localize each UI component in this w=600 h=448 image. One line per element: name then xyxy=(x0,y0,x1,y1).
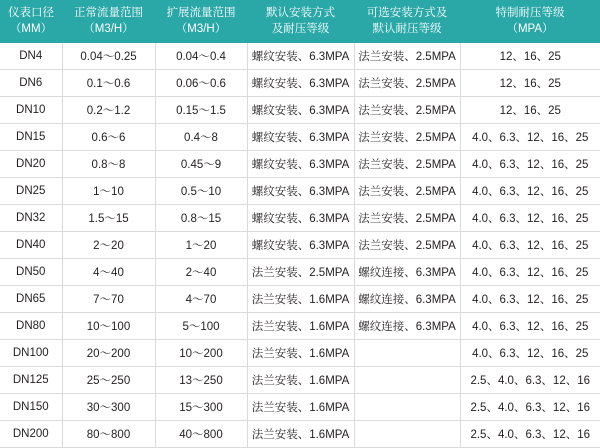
cell-normal-range: 1～10 xyxy=(62,178,155,205)
cell-default-install: 螺纹安装、6.3MPA xyxy=(247,178,354,205)
cell-optional-install: 法兰安装、2.5MPA xyxy=(354,205,460,232)
cell-caliber: DN25 xyxy=(0,178,62,205)
table-row xyxy=(0,232,600,259)
cell-extended-range: 2～40 xyxy=(155,259,247,286)
cell-extended-range: 0.4～8 xyxy=(155,124,247,151)
cell-caliber: DN100 xyxy=(0,340,62,367)
cell-caliber: DN4 xyxy=(0,43,62,70)
cell-special-pressure: 12、16、25 xyxy=(460,97,600,124)
column-header-normal-range xyxy=(62,0,155,43)
cell-special-pressure: 4.0、6.3、12、16、25 xyxy=(460,313,600,340)
cell-default-install: 螺纹安装、6.3MPA xyxy=(247,205,354,232)
cell-extended-range: 1～20 xyxy=(155,232,247,259)
cell-default-install: 螺纹安装、6.3MPA xyxy=(247,124,354,151)
column-header-special-pressure xyxy=(460,0,600,43)
column-header-special-pressure-line2: （MPA） xyxy=(506,22,554,35)
cell-default-install: 法兰安装、1.6MPA xyxy=(247,313,354,340)
cell-optional-install: 法兰安装、2.5MPA xyxy=(354,151,460,178)
cell-caliber: DN40 xyxy=(0,232,62,259)
cell-default-install: 法兰安装、1.6MPA xyxy=(247,286,354,313)
table-row xyxy=(0,340,600,367)
cell-extended-range: 0.8～15 xyxy=(155,205,247,232)
cell-special-pressure: 4.0、6.3、12、16、25 xyxy=(460,151,600,178)
table-row xyxy=(0,313,600,340)
cell-caliber: DN10 xyxy=(0,97,62,124)
table-header-row xyxy=(0,0,600,43)
column-header-optional-install xyxy=(354,0,460,43)
cell-normal-range: 0.1～0.6 xyxy=(62,70,155,97)
cell-normal-range: 0.8～8 xyxy=(62,151,155,178)
column-header-optional-install-line2: 默认耐压等级 xyxy=(372,22,442,35)
cell-optional-install: 法兰安装、2.5MPA xyxy=(354,97,460,124)
cell-default-install: 螺纹安装、6.3MPA xyxy=(247,43,354,70)
cell-caliber: DN50 xyxy=(0,259,62,286)
cell-extended-range: 5～100 xyxy=(155,313,247,340)
cell-special-pressure: 4.0、6.3、12、16、25 xyxy=(460,286,600,313)
cell-special-pressure: 12、16、25 xyxy=(460,70,600,97)
cell-normal-range: 1.5～15 xyxy=(62,205,155,232)
column-header-caliber xyxy=(0,0,62,43)
cell-extended-range: 13～250 xyxy=(155,367,247,394)
cell-extended-range: 4～70 xyxy=(155,286,247,313)
column-header-special-pressure-line1: 特制耐压等级 xyxy=(495,7,565,19)
column-header-caliber-line2: （MM） xyxy=(9,22,53,35)
cell-normal-range: 7～70 xyxy=(62,286,155,313)
cell-caliber: DN80 xyxy=(0,313,62,340)
cell-optional-install xyxy=(354,367,460,394)
cell-extended-range: 15～300 xyxy=(155,394,247,421)
cell-special-pressure: 4.0、6.3、12、16、25 xyxy=(460,124,600,151)
table-row xyxy=(0,70,600,97)
cell-optional-install xyxy=(354,340,460,367)
cell-optional-install: 螺纹连接、6.3MPA xyxy=(354,259,460,286)
column-header-normal-range-line2: （M3/H） xyxy=(83,22,134,35)
cell-caliber: DN15 xyxy=(0,124,62,151)
cell-caliber: DN6 xyxy=(0,70,62,97)
cell-special-pressure: 4.0、6.3、12、16、25 xyxy=(460,340,600,367)
cell-normal-range: 30～300 xyxy=(62,394,155,421)
cell-normal-range: 2～20 xyxy=(62,232,155,259)
cell-normal-range: 25～250 xyxy=(62,367,155,394)
column-header-caliber-line1: 仪表口径 xyxy=(8,7,54,19)
table-row xyxy=(0,97,600,124)
cell-special-pressure: 4.0、6.3、12、16、25 xyxy=(460,178,600,205)
cell-caliber: DN200 xyxy=(0,421,62,448)
table-row xyxy=(0,421,600,448)
table-row xyxy=(0,151,600,178)
cell-normal-range: 0.2～1.2 xyxy=(62,97,155,124)
cell-caliber: DN65 xyxy=(0,286,62,313)
cell-default-install: 法兰安装、1.6MPA xyxy=(247,367,354,394)
table-row xyxy=(0,394,600,421)
cell-caliber: DN32 xyxy=(0,205,62,232)
cell-caliber: DN125 xyxy=(0,367,62,394)
cell-default-install: 螺纹安装、6.3MPA xyxy=(247,70,354,97)
table-row xyxy=(0,178,600,205)
column-header-default-install xyxy=(247,0,354,43)
cell-normal-range: 4～40 xyxy=(62,259,155,286)
cell-special-pressure: 4.0、6.3、12、16、25 xyxy=(460,205,600,232)
cell-optional-install: 螺纹连接、6.3MPA xyxy=(354,286,460,313)
table-body xyxy=(0,43,600,448)
cell-normal-range: 10～100 xyxy=(62,313,155,340)
cell-extended-range: 0.45～9 xyxy=(155,151,247,178)
column-header-normal-range-line1: 正常流量范围 xyxy=(74,7,143,19)
cell-extended-range: 10～200 xyxy=(155,340,247,367)
cell-optional-install: 法兰安装、2.5MPA xyxy=(354,70,460,97)
cell-normal-range: 0.6～6 xyxy=(62,124,155,151)
column-header-optional-install-line1: 可选安装方式及 xyxy=(366,7,448,19)
cell-default-install: 法兰安装、2.5MPA xyxy=(247,259,354,286)
cell-optional-install: 法兰安装、2.5MPA xyxy=(354,232,460,259)
table-row xyxy=(0,259,600,286)
table-row xyxy=(0,367,600,394)
cell-special-pressure: 2.5、4.0、6.3、12、16 xyxy=(460,394,600,421)
cell-optional-install: 法兰安装、2.5MPA xyxy=(354,43,460,70)
cell-default-install: 螺纹安装、6.3MPA xyxy=(247,97,354,124)
cell-optional-install xyxy=(354,421,460,448)
column-header-extended-range-line1: 扩展流量范围 xyxy=(166,7,236,19)
cell-optional-install: 螺纹连接、6.3MPA xyxy=(354,313,460,340)
cell-optional-install xyxy=(354,394,460,421)
table-row xyxy=(0,205,600,232)
cell-special-pressure: 4.0、6.3、12、16、25 xyxy=(460,232,600,259)
cell-default-install: 螺纹安装、6.3MPA xyxy=(247,151,354,178)
cell-special-pressure: 12、16、25 xyxy=(460,43,600,70)
column-header-extended-range xyxy=(155,0,247,43)
table-row xyxy=(0,124,600,151)
cell-caliber: DN20 xyxy=(0,151,62,178)
cell-special-pressure: 2.5、4.0、6.3、12、16 xyxy=(460,421,600,448)
cell-extended-range: 0.04～0.4 xyxy=(155,43,247,70)
cell-extended-range: 0.06～0.6 xyxy=(155,70,247,97)
cell-default-install: 法兰安装、1.6MPA xyxy=(247,421,354,448)
table-header xyxy=(0,0,600,43)
cell-optional-install: 法兰安装、2.5MPA xyxy=(354,124,460,151)
cell-extended-range: 0.15～1.5 xyxy=(155,97,247,124)
cell-extended-range: 0.5～10 xyxy=(155,178,247,205)
cell-optional-install: 法兰安装、2.5MPA xyxy=(354,178,460,205)
cell-special-pressure: 2.5、4.0、6.3、12、16 xyxy=(460,367,600,394)
cell-special-pressure: 4.0、6.3、12、16、25 xyxy=(460,259,600,286)
table-row xyxy=(0,43,600,70)
cell-extended-range: 40～800 xyxy=(155,421,247,448)
column-header-extended-range-line2: （M3/H） xyxy=(175,22,227,35)
cell-default-install: 螺纹安装、6.3MPA xyxy=(247,232,354,259)
cell-normal-range: 0.04～0.25 xyxy=(62,43,155,70)
cell-default-install: 法兰安装、1.6MPA xyxy=(247,394,354,421)
cell-caliber: DN150 xyxy=(0,394,62,421)
table-row xyxy=(0,286,600,313)
column-header-default-install-line2: 及耐压等级 xyxy=(271,22,330,35)
column-header-default-install-line1: 默认安装方式 xyxy=(266,7,335,19)
cell-normal-range: 20～200 xyxy=(62,340,155,367)
cell-normal-range: 80～800 xyxy=(62,421,155,448)
cell-default-install: 法兰安装、1.6MPA xyxy=(247,340,354,367)
